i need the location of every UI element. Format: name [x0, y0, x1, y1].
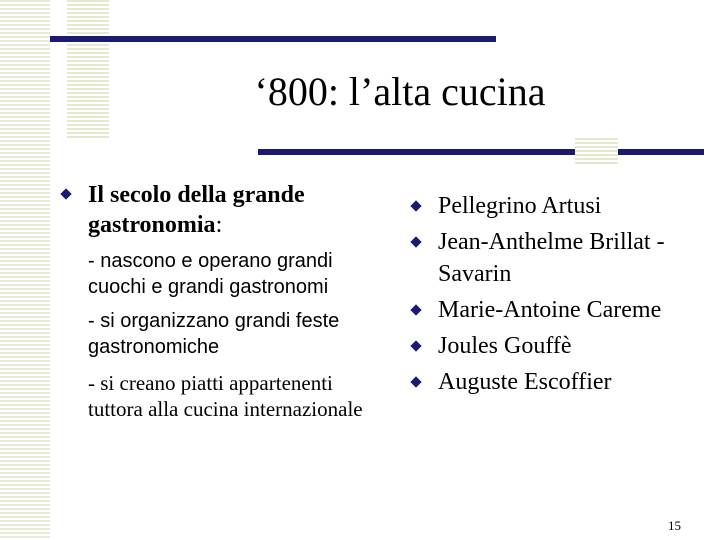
diamond-bullet-icon [410, 376, 421, 387]
left-heading-colon: : [215, 212, 223, 238]
right-item-label: Marie-Antoine Careme [438, 297, 662, 323]
right-column [412, 190, 712, 402]
right-item-label: Jean-Anthelme Brillat -Savarin [438, 229, 665, 287]
diamond-bullet-icon [410, 304, 421, 315]
right-list-item [412, 366, 712, 398]
decorative-stripes-left [0, 0, 50, 540]
diamond-bullet-icon [410, 340, 421, 351]
left-subline-2: - si organizzano grandi feste gastronomiche [88, 310, 340, 358]
right-item-label: Pellegrino Artusi [438, 193, 602, 219]
decorative-corner-box [575, 138, 618, 165]
right-list-item [412, 190, 712, 222]
left-subline-1: - nascono e operano grandi cuochi e grandi gastronomi [88, 250, 333, 298]
diamond-bullet-icon [410, 200, 421, 211]
left-heading-bold: Il secolo della grande gastronomia [88, 182, 305, 238]
right-item-label: Joules Gouffè [438, 333, 572, 359]
left-bullet-item [62, 180, 392, 240]
right-item-label: Auguste Escoffier [438, 369, 612, 395]
title-rule-bottom [258, 149, 704, 155]
left-subline-3: - si creano piatti appartenenti tuttora alla cucina internazionale [88, 371, 363, 421]
decorative-title-panel [67, 0, 109, 138]
slide-title: ‘800: l’alta cucina [254, 69, 546, 114]
page-number: 15 [668, 518, 681, 533]
title-rule-top [50, 36, 496, 42]
diamond-bullet-icon [60, 188, 71, 199]
right-list-item [412, 294, 712, 326]
left-column [62, 180, 392, 422]
diamond-bullet-icon [410, 236, 421, 247]
right-list-item [412, 330, 712, 362]
right-list-item [412, 226, 712, 290]
